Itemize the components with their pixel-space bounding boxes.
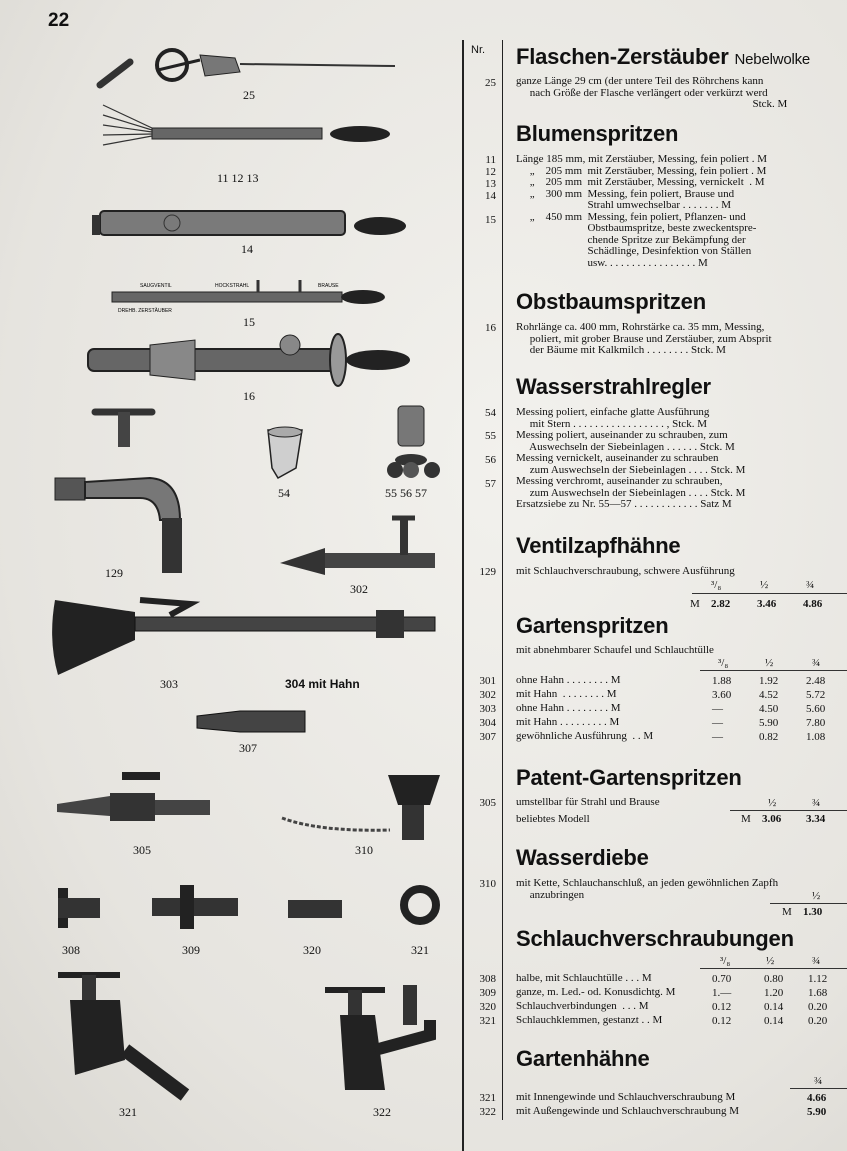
- schlauch-col-header: ³/₈: [720, 955, 731, 967]
- section-title-obstbaumspritzen: Obstbaumspritzen: [516, 289, 706, 314]
- patent-price: 3.06: [762, 813, 782, 825]
- obstbaum-description: Rohrlänge ca. 400 mm, Rohrstärke ca. 35 mm, Messing, poliert, mit grober Brause und Zerstäuber, zum Absprit der Bäume mit Kalkmilch . . . . . . . . Stck. M: [516, 321, 772, 356]
- garten-col-header: ¾: [812, 657, 821, 669]
- section-title-gartenspritzen: Gartenspritzen: [516, 613, 669, 638]
- item-number: 129: [479, 566, 496, 578]
- schlauch-price: 0.14: [764, 1001, 784, 1013]
- section-title-wasserstrahlregler: Wasserstrahlregler: [516, 374, 711, 399]
- patent-col-header: ¾: [812, 797, 821, 809]
- section-title-patent-gartenspritzen: Patent-Gartenspritzen: [516, 765, 742, 790]
- ventil-col-header: ¾: [806, 579, 815, 591]
- column-divider: [462, 40, 464, 1151]
- table-rule: [790, 1088, 847, 1089]
- wasserstrahlregler-description: Messing poliert, einfache glatte Ausführung mit Stern . . . . . . . . . . . . . . . . . , Stck. M Messing poliert, auseinander zu schrauben, zum Auswechseln der Siebeinlagen . . . . . . Stck. M Messing vernickelt, auseinander zu schrauben zum Auswechseln der Siebeinlagen . . . . Stck. M Messing verchromt, auseinander zu schrauben, zum Auswechseln der Siebeinlagen . . . . Stck. M Ersatzsiebe zu Nr. 55—57 . . . . . . . . . . . . Satz M: [516, 406, 746, 510]
- illus-label-25: 25: [243, 88, 255, 102]
- item-number: 309: [479, 987, 496, 999]
- svg-text:SAUGVENTIL: SAUGVENTIL: [140, 283, 172, 289]
- schlauch-price: 0.20: [808, 1015, 828, 1027]
- garten-price: 0.82: [759, 731, 779, 743]
- schlauch-price: 1.20: [764, 987, 784, 999]
- spray-nozzle-307-illustration: [197, 711, 305, 732]
- schlauch-col-header: ¾: [812, 955, 821, 967]
- table-rule: [692, 593, 847, 594]
- garten-price: 5.72: [806, 689, 826, 701]
- diebe-prefix: M: [782, 906, 792, 918]
- garten-col-header: ½: [765, 657, 774, 669]
- illus-label-16: 16: [243, 389, 255, 403]
- item-number: 57: [485, 478, 496, 490]
- item-number: 305: [479, 797, 496, 809]
- item-number: 12: [485, 166, 496, 178]
- item-number: 303: [479, 703, 496, 715]
- schlauch-price: 0.80: [764, 973, 784, 985]
- patent-model: beliebtes Modell: [516, 813, 590, 825]
- garten-price: 1.88: [712, 675, 732, 687]
- garten-price: —: [712, 717, 723, 729]
- illus-label-304: 304 mit Hahn: [285, 677, 360, 691]
- garten-price: —: [712, 703, 723, 715]
- svg-text:BRAUSE: BRAUSE: [318, 283, 339, 289]
- schlauch-row-label: Schlauchklemmen, gestanzt . . M: [516, 1014, 663, 1026]
- hahn-col-header: ¾: [814, 1075, 823, 1087]
- ventil-col-header: ½: [760, 579, 769, 591]
- item-number: 16: [485, 322, 496, 334]
- schlauch-col-header: ½: [766, 955, 775, 967]
- hahn-price: 4.66: [807, 1092, 827, 1104]
- item-number: 54: [485, 407, 496, 419]
- illus-label-55-56-57: 55 56 57: [385, 486, 427, 500]
- schlauch-price: 0.12: [712, 1001, 732, 1013]
- page-number: 22: [48, 10, 70, 31]
- garten-row-label: mit Hahn . . . . . . . . M: [516, 688, 617, 700]
- section-title-gartenhaehne: Gartenhähne: [516, 1046, 650, 1071]
- table-rule: [700, 670, 847, 671]
- item-number: 302: [479, 689, 496, 701]
- number-column-divider: [502, 40, 503, 1120]
- illus-label-322: 322: [373, 1105, 391, 1119]
- item-number: 321: [479, 1092, 496, 1104]
- item-number: 25: [485, 77, 496, 89]
- hahn-row-label: mit Außengewinde und Schlauchverschraubung M: [516, 1105, 740, 1117]
- item-number: 14: [485, 190, 496, 202]
- patent-price: 3.34: [806, 813, 826, 825]
- schlauch-price: 0.20: [808, 1001, 828, 1013]
- section-title-ventilzapfhaehne: Ventilzapfhähne: [516, 533, 681, 558]
- schlauch-row-label: ganze, m. Led.- od. Konusdichtg. M: [516, 986, 676, 998]
- blumenspritzen-description: Länge 185 mm, mit Zerstäuber, Messing, fein poliert . M „ 205 mm mit Zerstäuber, Messing, fein poliert . M „ 205 mm mit Zerstäuber, Messing, vernickelt . M „ 300 mm Messing, fein poliert, Brause und Strahl umwechselbar . . . . . . . M „ 450 mm Messing, fein poliert, Pflanzen- und Obstbaumspritze, beste zweckentspre- chende Spritze zur Bekämpfung der Schädlinge, Desinfektion von Ställen usw. . . . . . . . . . . . . . . . . M: [516, 153, 767, 269]
- gartenspritzen-intro: mit abnehmbarer Schaufel und Schlauchtülle: [516, 644, 714, 656]
- water-thief-310-illustration: [282, 775, 440, 840]
- atomizer-25-illustration: [100, 50, 395, 85]
- garten-col-header: ³/₈: [718, 657, 729, 669]
- illus-label-129: 129: [105, 566, 123, 580]
- garten-price: 1.08: [806, 731, 826, 743]
- schlauch-price: 1.12: [808, 973, 828, 985]
- garten-price: 5.60: [806, 703, 826, 715]
- section-title-blumenspritzen: Blumenspritzen: [516, 121, 679, 146]
- illus-label-11-12-13: 11 12 13: [217, 171, 259, 185]
- ventil-description: mit Schlauchverschraubung, schwere Ausführung: [516, 565, 735, 577]
- illus-label-305: 305: [133, 843, 151, 857]
- illus-label-14: 14: [241, 242, 253, 256]
- section-title-flaschen: Flaschen-Zerstäuber Nebelwolke: [516, 44, 811, 69]
- nr-column-header: Nr.: [471, 44, 486, 56]
- schlauch-row-label: Schlauchverbindungen . . . M: [516, 1000, 649, 1012]
- section-title-schlauchverschraubungen: Schlauchverschraubungen: [516, 926, 794, 951]
- valve-tap-129-illustration: [55, 412, 182, 573]
- item-number: 310: [479, 878, 496, 890]
- item-number: 308: [479, 973, 496, 985]
- garten-price: 7.80: [806, 717, 826, 729]
- ventil-price: 4.86: [803, 598, 823, 610]
- garten-price: 4.50: [759, 703, 779, 715]
- garten-price: 2.48: [806, 675, 826, 687]
- diebe-col-header: ½: [812, 890, 821, 902]
- garten-price: 3.60: [712, 689, 732, 701]
- flower-spray-illustration: [103, 105, 390, 145]
- item-number: 301: [479, 675, 496, 687]
- illus-label-303: 303: [160, 677, 178, 691]
- section-title-wasserdiebe: Wasserdiebe: [516, 845, 649, 870]
- schlauch-price: 1.—: [712, 987, 732, 999]
- item-number: 56: [485, 454, 496, 466]
- illus-label-308: 308: [62, 943, 80, 957]
- garden-spray-302-illustration: [280, 518, 435, 575]
- table-rule: [770, 903, 847, 904]
- illus-label-321: 321: [411, 943, 429, 957]
- regulator-55-57-illustration: [387, 406, 440, 478]
- garten-price: —: [712, 731, 723, 743]
- schlauch-price: 0.12: [712, 1015, 732, 1027]
- garten-row-label: gewöhnliche Ausführung . . M: [516, 730, 654, 742]
- item-number: 15: [485, 214, 496, 226]
- hahn-row-label: mit Innengewinde und Schlauchverschraubung M: [516, 1091, 736, 1103]
- item-number: 55: [485, 430, 496, 442]
- sprayer-15-illustration: [112, 280, 385, 314]
- patent-col-header: ½: [768, 797, 777, 809]
- hose-fittings-illustration: [58, 885, 436, 929]
- schlauch-price: 0.14: [764, 1015, 784, 1027]
- garten-row-label: ohne Hahn . . . . . . . . M: [516, 702, 621, 714]
- garten-price: 1.92: [759, 675, 779, 687]
- item-number: 321: [479, 1015, 496, 1027]
- ventil-col-header: ³/₈: [711, 579, 722, 591]
- garten-row-label: mit Hahn . . . . . . . . . M: [516, 716, 620, 728]
- patent-description: umstellbar für Strahl und Brause: [516, 796, 660, 808]
- table-rule: [700, 968, 847, 969]
- illus-label-54: 54: [278, 486, 290, 500]
- garden-taps-321-322-illustration: [58, 975, 430, 1095]
- illus-label-310: 310: [355, 843, 373, 857]
- illus-label-302: 302: [350, 582, 368, 596]
- item-number: 13: [485, 178, 496, 190]
- item-number: 322: [479, 1106, 496, 1118]
- item-number: 320: [479, 1001, 496, 1013]
- illus-label-320: 320: [303, 943, 321, 957]
- hahn-price: 5.90: [807, 1106, 827, 1118]
- item-number: 11: [485, 154, 496, 166]
- schlauch-row-label: halbe, mit Schlauchtülle . . . M: [516, 972, 652, 984]
- patent-spray-305-illustration: [57, 776, 210, 821]
- svg-text:HOCKSTRAHL: HOCKSTRAHL: [215, 283, 250, 289]
- schlauch-price: 1.68: [808, 987, 828, 999]
- garten-price: 4.52: [759, 689, 779, 701]
- wasserdiebe-description: mit Kette, Schlauchanschluß, an jeden gewöhnlichen Zapfh anzubringen: [516, 877, 779, 901]
- illus-label-321-tap: 321: [119, 1105, 137, 1119]
- schlauch-price: 0.70: [712, 973, 732, 985]
- item-number: 304: [479, 717, 496, 729]
- sprayer-16-illustration: [88, 334, 410, 386]
- garden-spray-303-304-illustration: [52, 600, 435, 675]
- diebe-price: 1.30: [803, 906, 823, 918]
- garten-row-label: ohne Hahn . . . . . . . . M: [516, 674, 621, 686]
- item-number: 307: [479, 731, 496, 743]
- illus-label-309: 309: [182, 943, 200, 957]
- svg-text:DREHB. ZERSTÄUBER: DREHB. ZERSTÄUBER: [118, 308, 172, 314]
- garten-price: 5.90: [759, 717, 779, 729]
- regulator-54-illustration: [268, 427, 302, 478]
- illus-label-307: 307: [239, 741, 257, 755]
- ventil-price: 2.82: [711, 598, 731, 610]
- illus-label-15: 15: [243, 315, 255, 329]
- ventil-prefix: M: [690, 598, 700, 610]
- sprayer-14-illustration: [92, 211, 406, 235]
- table-rule: [730, 810, 847, 811]
- flaschen-description: ganze Länge 29 cm (der untere Teil des Röhrchens kann nach Größe der Flasche verlängert oder verkürzt werd Stck. M: [516, 75, 788, 110]
- patent-prefix: M: [741, 813, 751, 825]
- ventil-price: 3.46: [757, 598, 777, 610]
